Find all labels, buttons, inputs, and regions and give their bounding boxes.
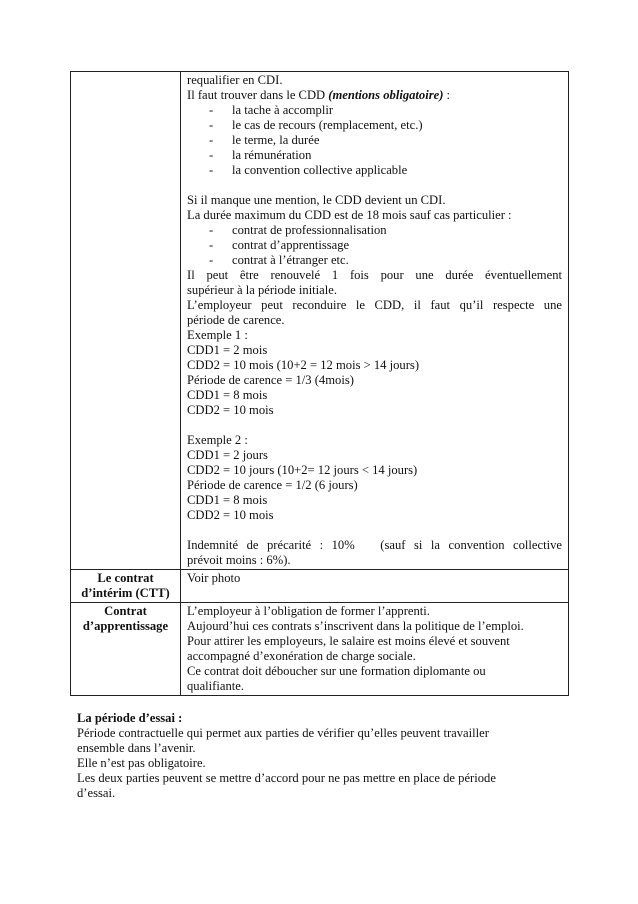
ctt-label-line2: d’intérim (CTT) (81, 586, 170, 600)
apprentissage-row (71, 603, 569, 696)
example2-line: CDD2 = 10 mois (187, 508, 274, 522)
example1-line: CDD2 = 10 mois (187, 403, 274, 417)
apprentissage-label-cell (71, 603, 181, 696)
apprentissage-line: qualifiante. (187, 679, 244, 693)
apprentissage-label-line1: Contrat (104, 604, 147, 618)
periode-essai-line: Elle n’est pas obligatoire. (77, 756, 206, 770)
example2-line: CDD2 = 10 jours (10+2= 12 jours < 14 jours) (187, 463, 418, 477)
mention-item: - le cas de recours (remplacement, etc.) (209, 118, 423, 132)
apprentissage-line: Pour attirer les employeurs, le salaire est moins élevé et souvent (187, 634, 510, 648)
mention-item: - la rémunération (209, 148, 312, 162)
mention-item: - le terme, la durée (209, 133, 320, 147)
cdd-intro-line1: requalifier en CDI. (187, 73, 283, 87)
example1-line: CDD2 = 10 mois (10+2 = 12 mois > 14 jours) (187, 358, 420, 372)
indemnity-text-line1: Indemnité de précarité : 10% (sauf si la convention collective (187, 538, 562, 552)
example2-line: CDD1 = 8 mois (187, 493, 268, 507)
mentions-obligatoire-emphasis: (mentions obligatoire) (328, 88, 444, 102)
periode-essai-heading: La période d’essai : (77, 711, 183, 725)
indemnity-text-line2: prévoit moins : 6%). (187, 553, 291, 567)
missing-mention-text: Si il manque une mention, le CDD devient un CDI. (187, 193, 446, 207)
reconduct-text-line1: L’employeur peut reconduire le CDD, il faut qu’il respecte une (187, 298, 562, 312)
mention-item: - la convention collective applicable (209, 163, 408, 177)
renew-text-line2: supérieur à la période initiale. (187, 283, 338, 297)
cdd-content-cell (181, 72, 569, 570)
renew-text-line1: Il peut être renouvelé 1 fois pour une durée éventuellement (187, 268, 562, 282)
example2-line: Période de carence = 1/2 (6 jours) (187, 478, 358, 492)
periode-essai-line: d’essai. (77, 786, 116, 800)
mention-item: - la tache à accomplir (209, 103, 334, 117)
apprentissage-line: Ce contrat doit déboucher sur une formation diplomante ou (187, 664, 486, 678)
apprentissage-label-line2: d’apprentissage (82, 619, 169, 633)
apprentissage-content-cell (181, 603, 569, 696)
reconduct-text-line2: période de carence. (187, 313, 285, 327)
periode-essai-section (77, 711, 557, 801)
apprentissage-line: accompagné d’exonération de charge sociale. (187, 649, 416, 663)
example2-line: CDD1 = 2 jours (187, 448, 268, 462)
example2-line: Exemple 2 : (187, 433, 248, 447)
apprentissage-line: L’employeur à l’obligation de former l’apprenti. (187, 604, 430, 618)
contracts-table (70, 71, 569, 696)
example1-line: Période de carence = 1/3 (4mois) (187, 373, 354, 387)
ctt-row (71, 570, 569, 603)
special-case-item: - contrat de professionnalisation (209, 223, 387, 237)
example1-line: CDD1 = 8 mois (187, 388, 268, 402)
example1-line: CDD1 = 2 mois (187, 343, 268, 357)
periode-essai-line: Période contractuelle qui permet aux parties de vérifier qu’elles peuvent travailler (77, 726, 489, 740)
max-duration-text: La durée maximum du CDD est de 18 mois sauf cas particulier : (187, 208, 512, 222)
ctt-label-cell (71, 570, 181, 603)
special-case-item: - contrat d’apprentissage (209, 238, 350, 252)
special-case-item: - contrat à l’étranger etc. (209, 253, 349, 267)
apprentissage-line: Aujourd’hui ces contrats s’inscrivent dans la politique de l’emploi. (187, 619, 524, 633)
ctt-content: Voir photo (187, 571, 241, 585)
periode-essai-line: ensemble dans l’avenir. (77, 741, 196, 755)
cdd-label-cell (71, 72, 181, 570)
cdd-intro-line2: Il faut trouver dans le CDD (mentions obligatoire) : (187, 88, 451, 102)
ctt-label-line1: Le contrat (97, 571, 154, 585)
periode-essai-line: Les deux parties peuvent se mettre d’accord pour ne pas mettre en place de période (77, 771, 496, 785)
example1-line: Exemple 1 : (187, 328, 248, 342)
cdd-row (71, 72, 569, 570)
ctt-content-cell (181, 570, 569, 603)
